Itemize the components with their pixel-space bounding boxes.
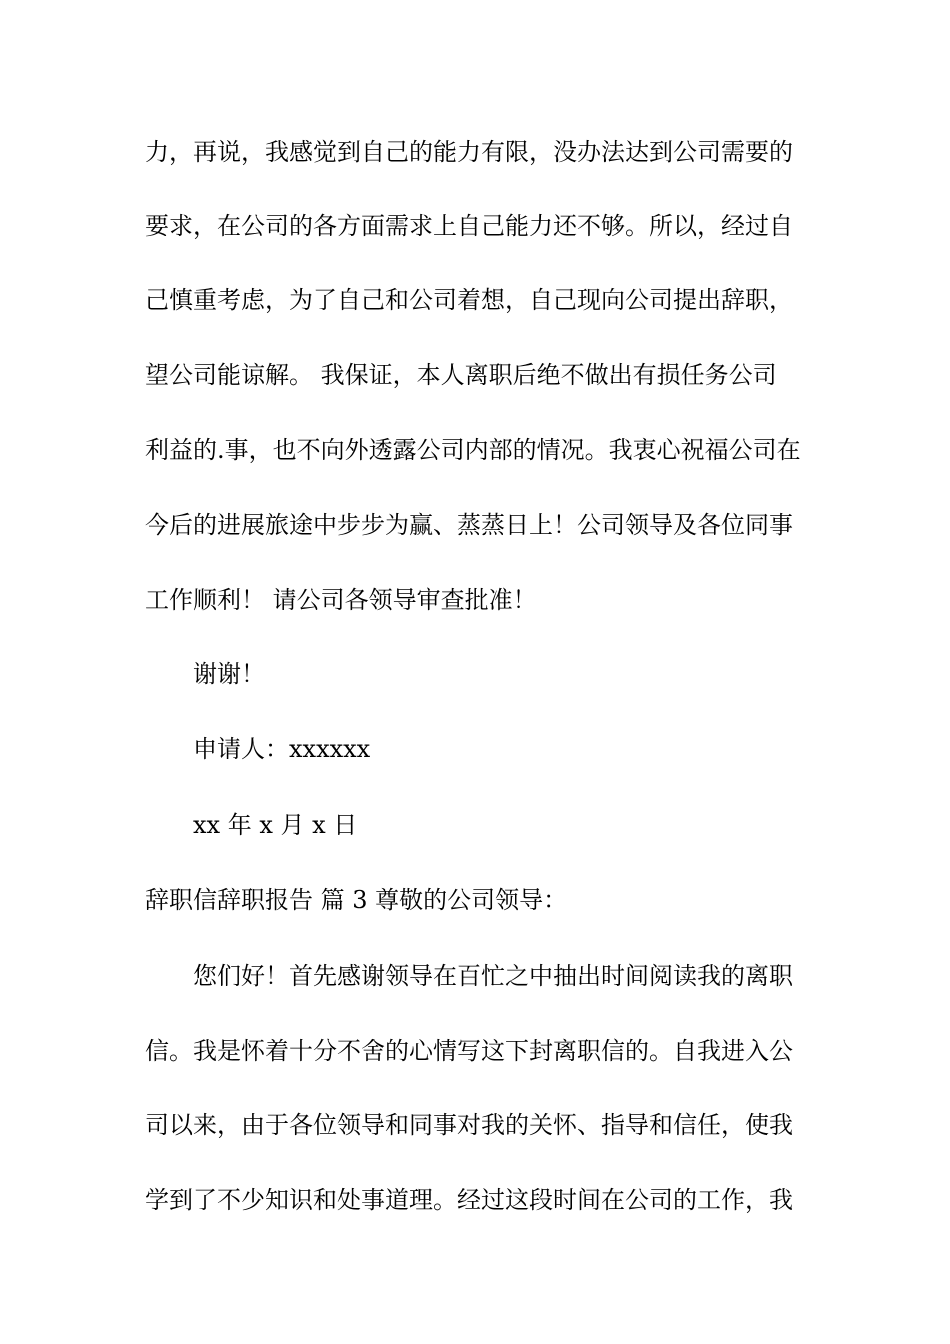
thanks-line: 谢谢！ [193, 660, 265, 688]
paragraph-line-1: 力，再说，我感觉到自己的能力有限，没办法达到公司需要的 [145, 138, 793, 166]
paragraph-line-7: 工作顺利！ 请公司各领导审查批准！ [145, 586, 537, 614]
paragraph-line-5: 利益的.事，也不向外透露公司内部的情况。我衷心祝福公司在 [145, 436, 801, 464]
section-heading: 辞职信辞职报告 篇 3 尊敬的公司领导： [145, 886, 568, 914]
paragraph-line-4: 望公司能谅解。 我保证，本人离职后绝不做出有损任务公司 [145, 361, 777, 389]
paragraph-line-3: 己慎重考虑，为了自己和公司着想，自己现向公司提出辞职， [145, 286, 793, 314]
paragraph-line-2: 要求，在公司的各方面需求上自己能力还不够。所以，经过自 [145, 212, 793, 240]
paragraph-line-10: 司以来，由于各位领导和同事对我的关怀、指导和信任，使我 [145, 1111, 793, 1139]
date-line: xx 年 x 月 x 日 [193, 811, 358, 839]
paragraph-line-11: 学到了不少知识和处事道理。经过这段时间在公司的工作，我 [145, 1186, 793, 1214]
paragraph-line-6: 今后的进展旅途中步步为赢、蒸蒸日上！公司领导及各位同事 [145, 511, 793, 539]
applicant-line: 申请人：xxxxxx [193, 735, 371, 763]
paragraph-line-9: 信。我是怀着十分不舍的心情写这下封离职信的。自我进入公 [145, 1037, 793, 1065]
paragraph-line-8: 您们好！首先感谢领导在百忙之中抽出时间阅读我的离职 [193, 962, 793, 990]
